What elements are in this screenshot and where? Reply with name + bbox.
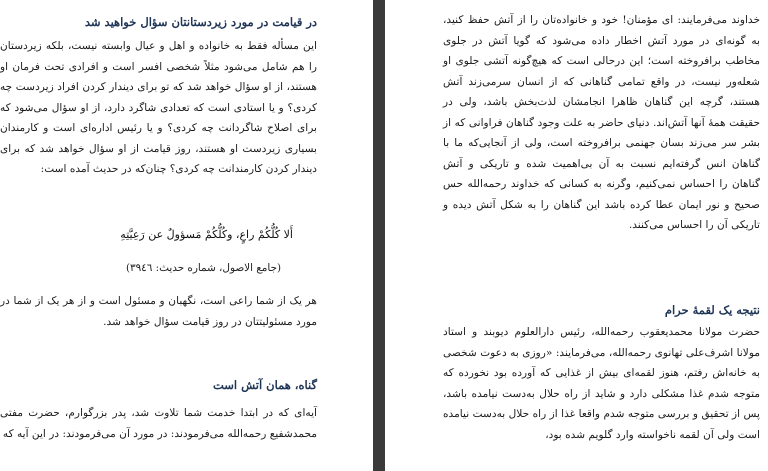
paragraph-text: این مسأله فقط به خانواده و اهل و عیال وابسته نیست، بلکه زیردستان را هم شامل می‌شود مثلاً شخصی افسر است و افرادی تحت فرمان او هستند، از او سؤال خواهد شد که تو برای دیندار کردن افراد زیردست چه کردی؟ و یا استادی است که تعدادی شاگرد دارد، از او سؤال می‌شود که برای اصلاح شاگردانت چه کردی؟ و یا رئیس اداره‌ای است و کارمندان بسیاری زیردست او هستند، روز قیامت از او سؤال خواهد شد که برای دیندار کردن کارمندانت چه کردی؟ چنان‌که در حدیث آمده است:	[0, 40, 317, 175]
left-paragraph-2	[0, 291, 317, 332]
book-gutter	[373, 0, 385, 471]
heading-judgment-subordinates: در قیامت در مورد زیردستانتان سؤال خواهید شد	[84, 15, 317, 29]
paragraph-text: هر یک از شما راعی است، نگهبان و مسئول است و از هر یک از شما در مورد مسئولیتتان در روز قیامت سؤال خواهد شد.	[0, 295, 317, 328]
paragraph-text: خداوند می‌فرمایند: ای مؤمنان! خود و خانواده‌تان را از آتش حفظ کنید، به گونه‌ای در مورد آتش اخطار داده می‌شود که گویا آتش در جلوی مخاطب برافروخته است؛ این درحالی است که هیچ‌گونه آتشی جلوی او شعله‌ور نیست، در واقع تمامی گناهانی که از انسان سرمی‌زند آتش هستند، گرچه این گناهان ظاهرا انجامشان لذت‌بخش باشد، ولی در حقیقت همهٔ آنها آتش‌اند. دنیای حاضر به علت وجود گناهان فراوانی که از بشر سر می‌زند بسان جهنمی برافروخته است، ولی از آنجایی‌که ما با گناهان انس گرفته‌ایم نسبت به آن بی‌اهمیت شده و تاریکی و آتش گناهان را احساس نمی‌کنیم، و‌گرنه به کسانی که خداوند رحمه‌الله حس صحیح و نور ایمان عطا کرده باشد این گناهان را به شکل آتش دیده و تاریکی آن را احساس می‌کنند.	[443, 14, 760, 231]
right-paragraph-2	[443, 322, 760, 445]
page-left	[0, 0, 373, 471]
paragraph-text: آیه‌ای که در ابتدا خدمت شما تلاوت شد، پدر بزرگوارم، حضرت مفتی محمدشفیع رحمه‌الله می‌فرمودند: در مورد آن می‌فرمودند: در این آیه که	[0, 407, 317, 440]
page-right	[385, 0, 768, 471]
left-paragraph-3	[0, 403, 317, 444]
paragraph-text: حضرت مولانا محمدیعقوب رحمه‌الله، رئیس دارالعلوم دیوبند و استاد مولانا اشرف‌علی تهانوی رحمه‌الله، می‌فرمایند: «روزی به دعوت شخصی به خانه‌اش رفتم، هنوز لقمه‌ای بیش از غذایی که آورده بود نخورده که متوجه شدم غذا مشکلی دارد و شاید از راه حلال به‌دست نیامده باشد، پس از تحقیق و بررسی متوجه شدم واقعا غذا از راه حلال به‌دست نیامده است ولی آن لقمه ناخواسته وارد گلویم شده بود،	[443, 326, 760, 441]
left-paragraph-1	[0, 36, 317, 180]
hadith-source: (جامع الاصول، شماره حدیث: ٣٩٤٦)	[125, 262, 281, 274]
right-paragraph-1	[443, 10, 760, 236]
heading-sin-is-fire: گناه، همان آتش است	[212, 378, 317, 392]
heading-forbidden-morsel: نتیجه یک لقمهٔ حرام	[664, 303, 760, 317]
hadith-quote: أَلا كُلُّكُمْ راعٍ، وكُلُّكُمْ مَسؤولٌ عن رَعِيَّتِهِ	[120, 228, 293, 241]
